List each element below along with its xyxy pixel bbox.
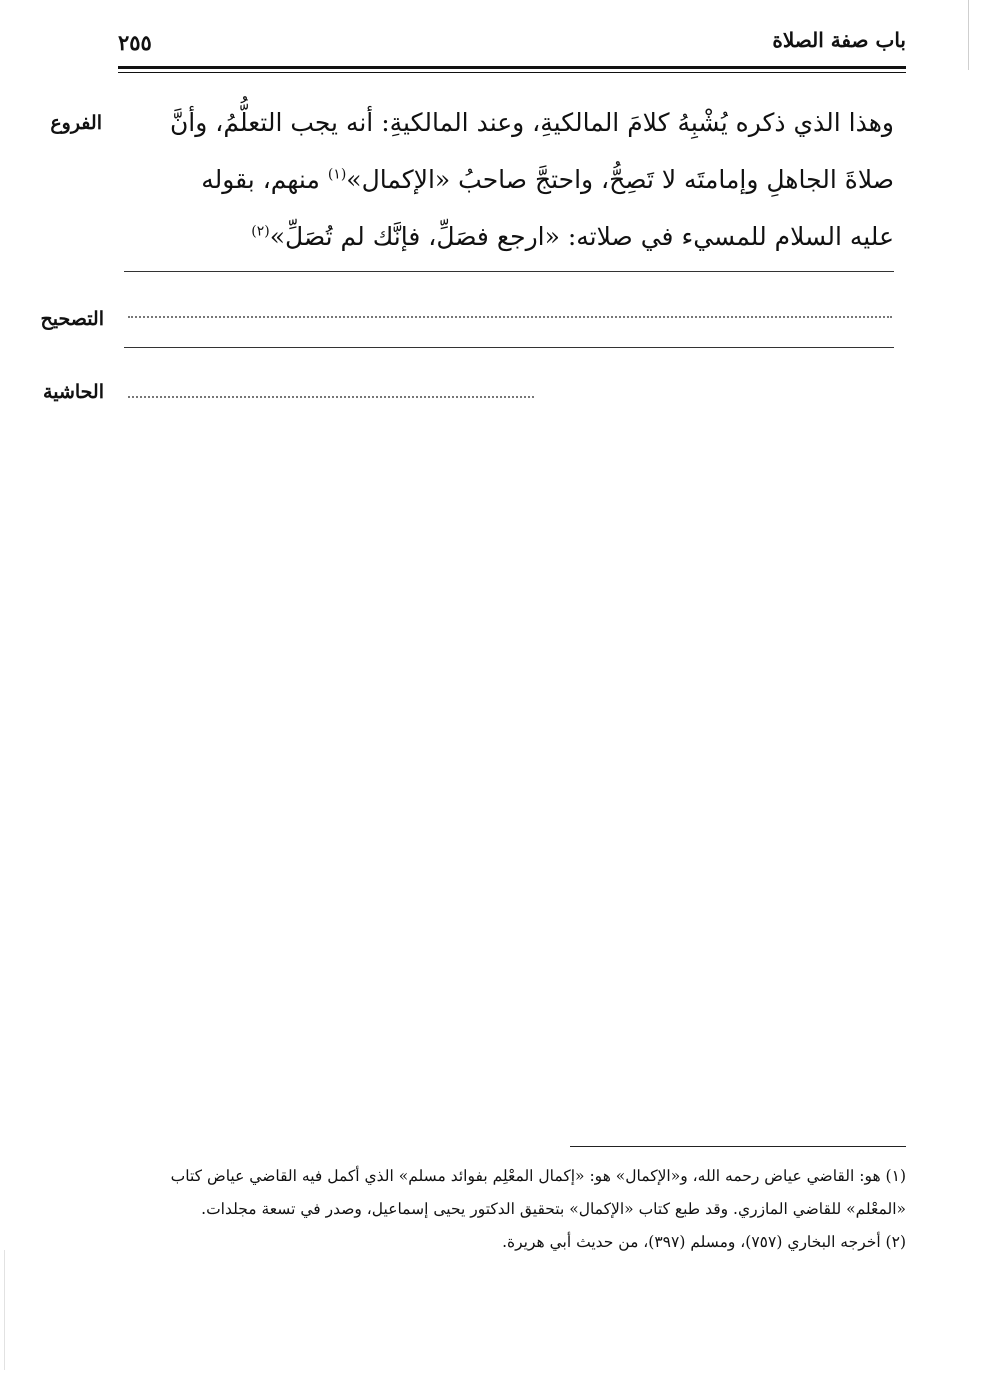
tashih-dotted-field [128,316,892,318]
body-line-1: وهذا الذي ذكره يُشْبِهُ كلامَ المالكيةِ، وعند المالكيةِ: أنه يجب التعلُّمُ، وأنَّ [169,108,894,137]
body-line-2-continuation: منهم، بقوله [201,165,328,194]
section-divider [124,271,894,272]
header-rule-thin [118,72,906,73]
margin-label-hashiya: الحاشية [43,381,104,403]
footnote-marker-1: (١) [327,166,347,183]
footnote-separator [570,1146,906,1147]
main-text-block [118,94,894,265]
margin-label-furu: الفروع [50,112,102,134]
page-number: ٢٥٥ [118,30,152,55]
body-line-3 [118,208,894,265]
scan-edge-left [4,1250,5,1370]
body-line-3-text: عليه السلام للمسيء في صلاته: «ارجع فصَلِّ، فإنَّك لم تُصَلِّ» [269,222,894,251]
body-line-2 [118,151,894,208]
footnotes [138,1160,906,1259]
footnote-marker-2: (٢) [251,223,270,240]
body-line-2-text: صلاةَ الجاهلِ وإمامتَه لا تَصِحُّ، واحتجَّ صاحبُ «الإكمال» [346,165,894,194]
running-title: باب صفة الصلاة [772,28,906,52]
footnote-1-line-2: «المعْلم» للقاضي المازري. وقد طبع كتاب «الإكمال» بتحقيق الدكتور يحيى إسماعيل، وصدر في تسعة مجلدات. [201,1200,906,1218]
section-divider [124,347,894,348]
scan-edge [968,0,969,70]
hashiya-dotted-field [128,396,534,398]
header-rule [118,66,906,69]
footnote-1-line-1: (١) هو: القاضي عياض رحمه الله، و«الإكمال» هو: «إكمال المعْلِم بفوائد مسلم» الذي أكمل فيه القاضي عياض كتاب [170,1167,906,1185]
footnote-2-line-1: (٢) أخرجه البخاري (٧٥٧)، ومسلم (٣٩٧)، من حديث أبي هريرة. [502,1233,906,1251]
margin-label-tashih: التصحيح [40,308,104,330]
